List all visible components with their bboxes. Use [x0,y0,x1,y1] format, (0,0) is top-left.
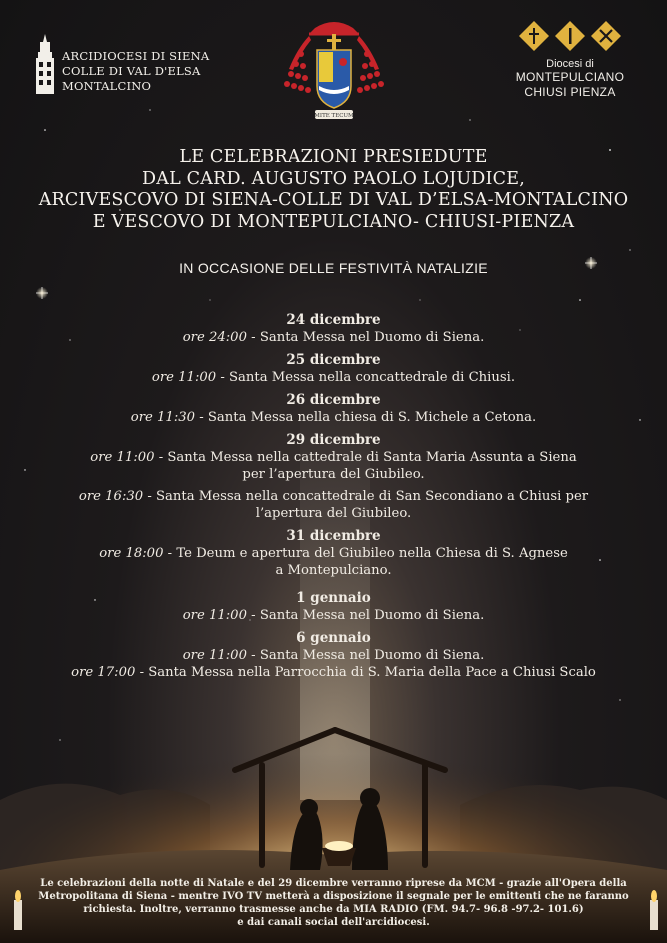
title-line-1: LE CELEBRAZIONI PRESIEDUTE [179,147,488,167]
event-description: - Santa Messa nella chiesa di S. Michele a Cetona. [199,410,537,425]
event-time: ore 24:00 [182,330,247,345]
schedule-event [0,545,667,579]
event-time: ore 11:30 [130,410,196,425]
schedule-date: 24 dicembre [286,312,381,328]
diocese-name-2: CHIUSI PIENZA [524,85,616,99]
x-cross-icon [590,20,622,52]
footer-line-3: richiesta. Inoltre, verranno trasmesse anche da MIA RADIO (FM. 94.7- 96.8 -97.2- 101.6) [83,904,584,915]
event-time: ore 17:00 [71,665,136,680]
diocese-prefix: Diocesi di [546,58,594,70]
event-description: - Te Deum e apertura del Giubileo nella Chiesa di S. Agnese [167,546,568,561]
schedule-event [0,488,667,522]
event-description-cont: per l’apertura del Giubileo. [242,467,425,482]
cross-icon [518,20,550,52]
schedule-event [0,409,667,426]
title-line-4: E VESCOVO DI MONTEPULCIANO- CHIUSI-PIENZA [92,211,575,232]
event-description: - Santa Messa nel Duomo di Siena. [251,648,485,663]
page-subtitle: IN OCCASIONE DELLE FESTIVITÀ NATALIZIE [179,260,488,276]
schedule-date: 25 dicembre [286,352,381,368]
footer-line-4: e dai canali social dell'arcidiocesi. [237,917,430,928]
schedule-date: 29 dicembre [286,432,381,448]
footer-line-2: Metropolitana di Siena - mentre IVO TV metterà a disposizione il segnale per le emittenti che ne faranno [38,891,629,902]
schedule-date: 26 dicembre [286,392,381,408]
title-line-2: DAL CARD. AUGUSTO PAOLO LOJUDICE, [142,168,525,189]
archdiocese-line-3: MONTALCINO [62,79,152,93]
archdiocese-line-1: ARCIDIOCESI DI SIENA [62,49,210,63]
tower-icon [32,34,58,94]
event-time: ore 11:00 [90,450,155,465]
event-time: ore 11:00 [182,648,247,663]
event-description: - Santa Messa nel Duomo di Siena. [251,330,485,345]
schedule-date: 1 gennaio [296,590,371,606]
schedule-event [0,607,667,624]
archdiocese-line-2: COLLE DI VAL D'ELSA [62,64,201,78]
title-line-3: ARCIVESCOVO DI SIENA-COLLE DI VAL D’ELSA-MONTALCINO [38,190,629,210]
diocese-name-1: MONTEPULCIANO [515,70,625,84]
schedule-event [0,647,667,664]
schedule-event [0,449,667,483]
event-description: - Santa Messa nella cattedrale di Santa Maria Assunta a Siena [158,450,577,465]
event-time: ore 18:00 [99,546,164,561]
schedule-event [0,664,667,681]
event-description: - Santa Messa nella concattedrale di Chiusi. [220,370,516,385]
event-description-cont: a Montepulciano. [275,563,392,578]
schedule-date: 6 gennaio [296,630,371,646]
crest-motto: MITE TECUM [314,113,354,119]
schedule-event [0,369,667,386]
cardinal-crest-icon [279,14,389,124]
event-description: - Santa Messa nel Duomo di Siena. [251,608,485,623]
event-time: ore 16:30 [78,489,144,504]
event-time: ore 11:00 [182,608,247,623]
diocese-montepulciano-logo [505,20,635,100]
event-time: ore 11:00 [151,370,217,385]
event-description-cont: l’apertura del Giubileo. [255,506,412,521]
broadcast-note [22,877,645,929]
schedule-event [0,329,667,346]
page-title [0,147,667,233]
celebration-schedule [0,312,667,681]
schedule-date: 31 dicembre [286,528,381,544]
archdiocese-siena-logo [30,34,230,96]
i-letter-icon [554,20,586,52]
footer-line-1: Le celebrazioni della notte di Natale e del 29 dicembre verranno riprese da MCM - grazie all'Opera della [40,878,627,889]
event-description: - Santa Messa nella Parrocchia di S. Maria della Pace a Chiusi Scalo [139,665,596,680]
event-description: - Santa Messa nella concattedrale di San Secondiano a Chiusi per [147,489,589,504]
